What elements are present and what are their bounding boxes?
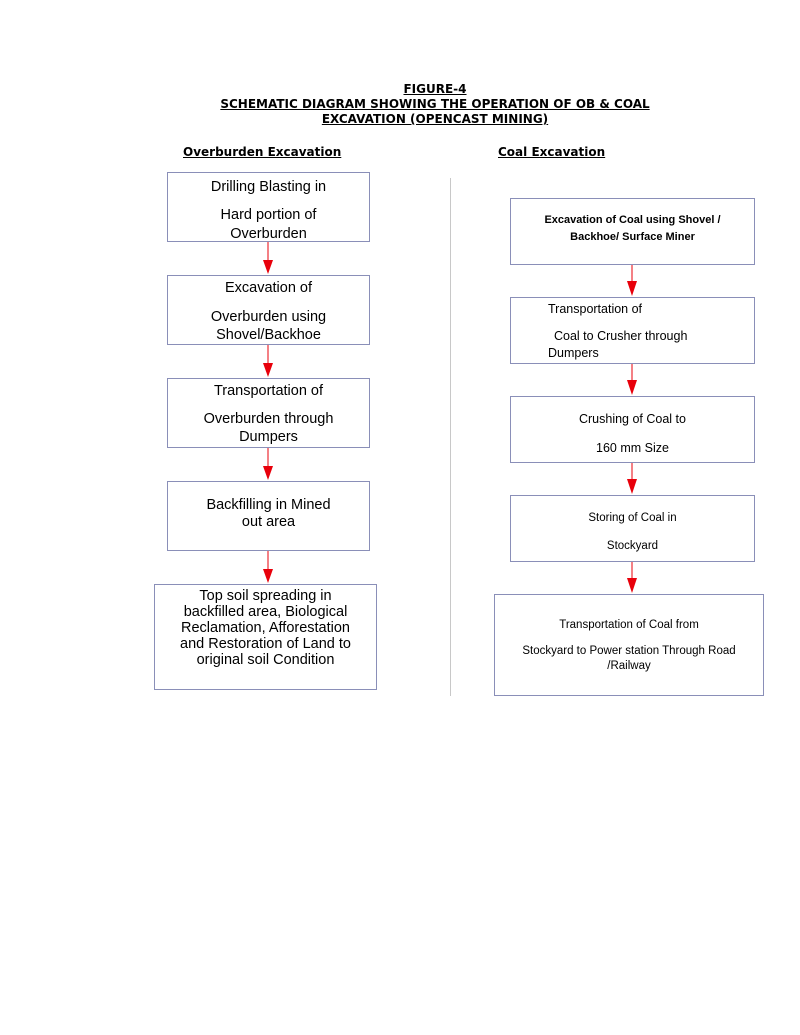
ob-step-top-soil-reclamation	[154, 584, 377, 690]
overburden-heading: Overburden Excavation	[183, 145, 342, 159]
ob-arrow-2	[263, 345, 273, 377]
ob-step-1-line2: Hard portion of	[220, 207, 317, 223]
ob-step-3-line2: Overburden through	[203, 411, 334, 427]
figure-label: FIGURE-4	[403, 82, 467, 96]
coal-step-5-line3: /Railway	[607, 660, 651, 672]
ob-step-1-line1: Drilling Blasting in	[210, 179, 327, 195]
coal-step-1-line1: Excavation of Coal using Shovel /	[544, 214, 721, 226]
coal-step-2-line2: Coal to Crusher through	[554, 329, 688, 343]
coal-arrow-2	[627, 364, 637, 395]
ob-arrow-1	[263, 242, 273, 274]
coal-arrow-1	[627, 265, 637, 296]
ob-step-2-line1: Excavation of	[224, 280, 313, 296]
ob-step-transportation	[167, 378, 370, 448]
ob-step-2-line2: Overburden using	[210, 309, 327, 325]
coal-step-3-line1: Crushing of Coal to	[578, 412, 686, 426]
coal-arrow-4	[627, 562, 637, 593]
coal-step-crushing	[510, 396, 755, 463]
coal-step-5-line2: Stockyard to Power station Through Road	[522, 645, 736, 657]
ob-step-3-line3: Dumpers	[239, 429, 298, 445]
ob-step-2-line3: Shovel/Backhoe	[216, 327, 321, 343]
coal-step-3-line2: 160 mm Size	[596, 441, 669, 455]
coal-step-5-line1: Transportation of Coal from	[559, 619, 699, 631]
coal-step-2-line1: Transportation of	[548, 302, 643, 316]
ob-step-3-line1: Transportation of	[213, 383, 324, 399]
coal-step-4-line1: Storing of Coal in	[588, 512, 677, 524]
ob-step-5-line3: Reclamation, Afforestation	[181, 620, 350, 636]
ob-step-drilling-blasting	[167, 172, 370, 242]
coal-step-storing	[510, 495, 755, 562]
ob-step-5-line4: and Restoration of Land to	[180, 636, 351, 652]
ob-step-backfilling	[167, 481, 370, 551]
coal-step-2-line3: Dumpers	[548, 346, 599, 360]
ob-step-4-line1: Backfilling in Mined	[206, 497, 331, 513]
ob-step-4-line2: out area	[241, 514, 296, 530]
figure-title-line1: SCHEMATIC DIAGRAM SHOWING THE OPERATION OF OB & COAL	[220, 97, 650, 111]
ob-step-1-line3: Overburden	[230, 226, 307, 242]
ob-step-5-line5: original soil Condition	[196, 652, 335, 668]
coal-heading: Coal Excavation	[498, 145, 606, 159]
ob-step-5-line2: backfilled area, Biological	[183, 604, 348, 620]
ob-arrow-3	[263, 448, 273, 480]
coal-step-excavation	[510, 198, 755, 265]
coal-step-transportation-crusher	[510, 297, 755, 364]
figure-title-line2: EXCAVATION (OPENCAST MINING)	[321, 112, 549, 126]
coal-arrow-3	[627, 463, 637, 494]
ob-step-excavation	[167, 275, 370, 345]
column-divider	[450, 178, 451, 696]
coal-step-transportation-power-station	[494, 594, 764, 696]
ob-arrow-4	[263, 551, 273, 583]
ob-step-5-line1: Top soil spreading in	[199, 588, 332, 604]
coal-step-1-line2: Backhoe/ Surface Miner	[570, 231, 695, 243]
coal-step-4-line2: Stockyard	[606, 540, 659, 552]
